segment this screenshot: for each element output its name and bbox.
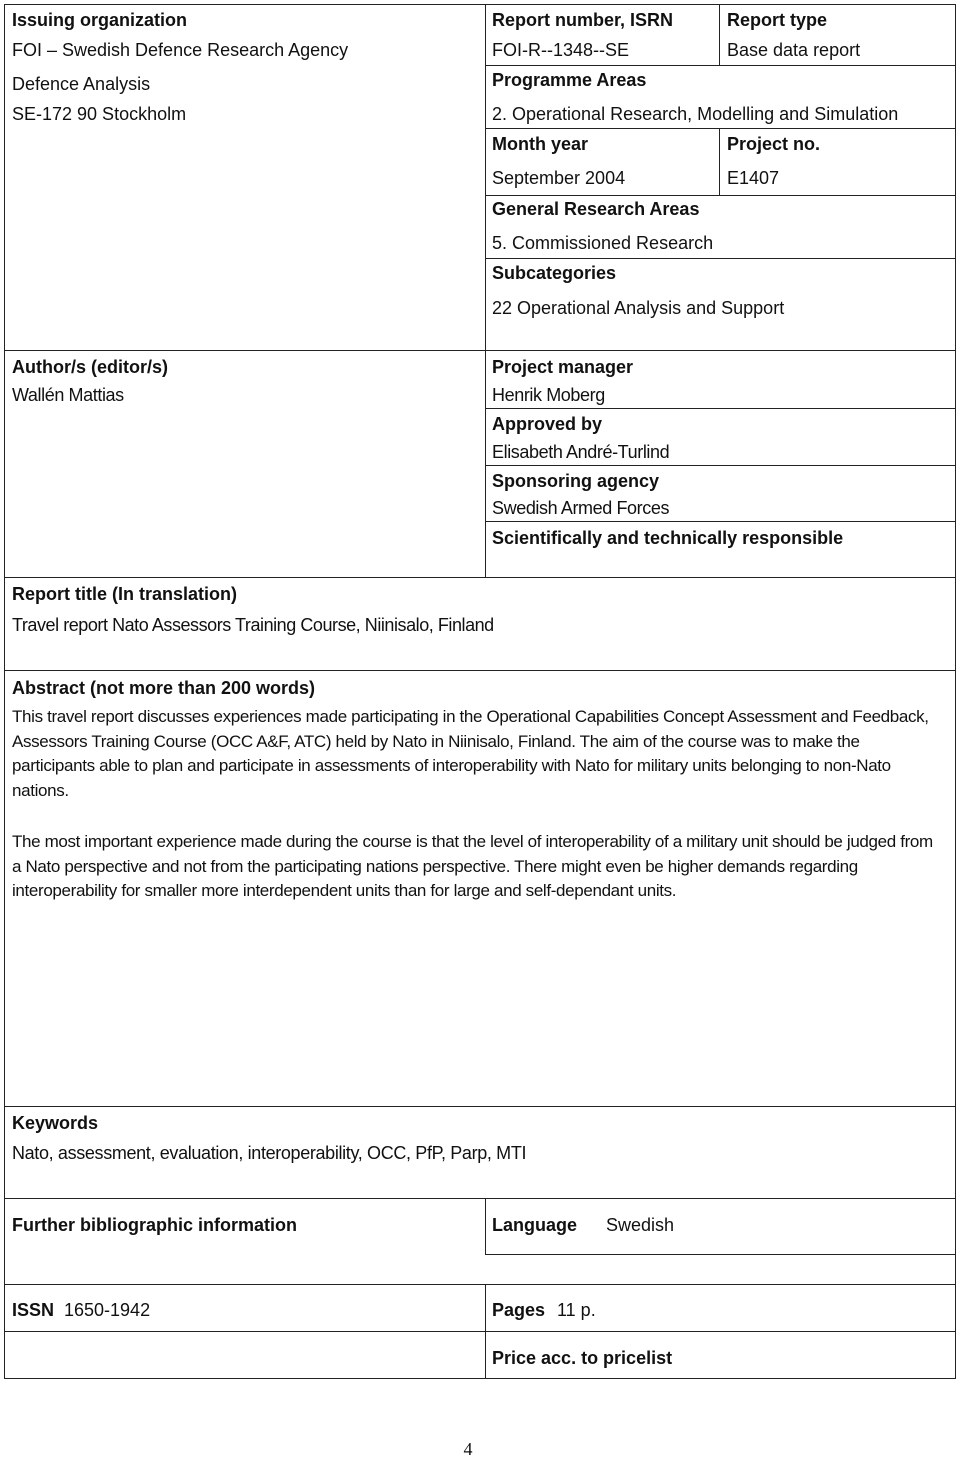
column-divider-top xyxy=(485,4,486,350)
page-number: 4 xyxy=(463,1439,473,1459)
subcategories-label: Subcategories xyxy=(492,263,617,283)
project-no-divider xyxy=(719,128,720,195)
divider-approved xyxy=(485,408,956,409)
authors-value: Wallén Mattias xyxy=(12,385,124,405)
further-bibliographic-label: Further bibliographic information xyxy=(12,1215,297,1235)
language-value: Swedish xyxy=(606,1215,675,1235)
approved-by-value: Elisabeth André-Turlind xyxy=(492,442,670,462)
report-title-label: Report title (In translation) xyxy=(12,584,237,604)
issuing-organization-address: SE-172 90 Stockholm xyxy=(12,104,187,124)
divider-scientific xyxy=(485,521,956,522)
issuing-organization-label: Issuing organization xyxy=(12,10,188,30)
scientifically-responsible-label: Scientifically and technically responsible xyxy=(492,528,844,548)
approved-by-label: Approved by xyxy=(492,414,603,434)
divider-subcategories xyxy=(485,258,956,259)
report-type-value: Base data report xyxy=(727,40,861,60)
divider-report-title xyxy=(4,577,956,578)
report-number-label: Report number, ISRN xyxy=(492,10,674,30)
divider-author-section xyxy=(4,350,956,351)
divider-month xyxy=(485,128,956,129)
divider-issn-bottom xyxy=(4,1331,956,1332)
general-research-areas-label: General Research Areas xyxy=(492,199,700,219)
report-number-value: FOI-R--1348--SE xyxy=(492,40,630,60)
report-type-divider xyxy=(719,4,720,65)
project-manager-label: Project manager xyxy=(492,357,634,377)
pages-value: 11 p. xyxy=(557,1300,596,1320)
column-divider-further xyxy=(485,1198,486,1254)
sponsoring-agency-label: Sponsoring agency xyxy=(492,471,660,491)
language-label: Language xyxy=(492,1215,578,1235)
programme-areas-label: Programme Areas xyxy=(492,70,647,90)
abstract-paragraph-1: This travel report discusses experiences made participating in the Operational Capabilities Concept Assessment and Feedback, Assessors Training Course (OCC A&F, ATC) held by Nato in Niinisalo, Finland. The aim of the course was to make the participants able to plan and participate in assessments of interoperability with Nato for military units belonging to non-Nato nations. xyxy=(12,707,929,800)
price-label: Price acc. to pricelist xyxy=(492,1348,673,1368)
authors-label: Author/s (editor/s) xyxy=(12,357,168,377)
abstract-paragraph-2: The most important experience made during the course is that the level of interoperability of a military unit should be judged from a Nato perspective and not from the participating nations perspective. There might even be higher demands regarding interoperability for smaller more interdependent units than for large and self-dependant units. xyxy=(12,832,933,900)
issn-value: 1650-1942 xyxy=(64,1300,151,1320)
general-research-areas-value: 5. Commissioned Research xyxy=(492,233,714,253)
issn-label: ISSN xyxy=(12,1300,55,1320)
issuing-organization-name: FOI – Swedish Defence Research Agency xyxy=(12,40,349,60)
project-manager-value: Henrik Moberg xyxy=(492,385,605,405)
programme-areas-value: 2. Operational Research, Modelling and Simulation xyxy=(492,104,899,124)
report-type-label: Report type xyxy=(727,10,828,30)
divider-general-research xyxy=(485,195,956,196)
abstract-label: Abstract (not more than 200 words) xyxy=(12,678,316,698)
divider-issn xyxy=(4,1284,956,1285)
project-no-value: E1407 xyxy=(727,168,780,188)
column-divider-author xyxy=(485,350,486,577)
report-title-value: Travel report Nato Assessors Training Course, Niinisalo, Finland xyxy=(12,615,494,635)
subcategories-value: 22 Operational Analysis and Support xyxy=(492,298,785,318)
pages-label: Pages xyxy=(492,1300,546,1320)
divider-abstract xyxy=(4,670,956,671)
project-no-label: Project no. xyxy=(727,134,821,154)
month-year-label: Month year xyxy=(492,134,589,154)
issuing-organization-division: Defence Analysis xyxy=(12,74,151,94)
month-year-value: September 2004 xyxy=(492,168,626,188)
divider-keywords xyxy=(4,1106,956,1107)
sponsoring-agency-value: Swedish Armed Forces xyxy=(492,498,670,518)
divider-further-bib xyxy=(4,1198,956,1199)
divider-programme xyxy=(485,65,956,66)
keywords-value: Nato, assessment, evaluation, interoperability, OCC, PfP, Parp, MTI xyxy=(12,1143,527,1163)
keywords-label: Keywords xyxy=(12,1113,99,1133)
divider-sponsoring xyxy=(485,465,956,466)
divider-language-bottom xyxy=(485,1254,956,1255)
